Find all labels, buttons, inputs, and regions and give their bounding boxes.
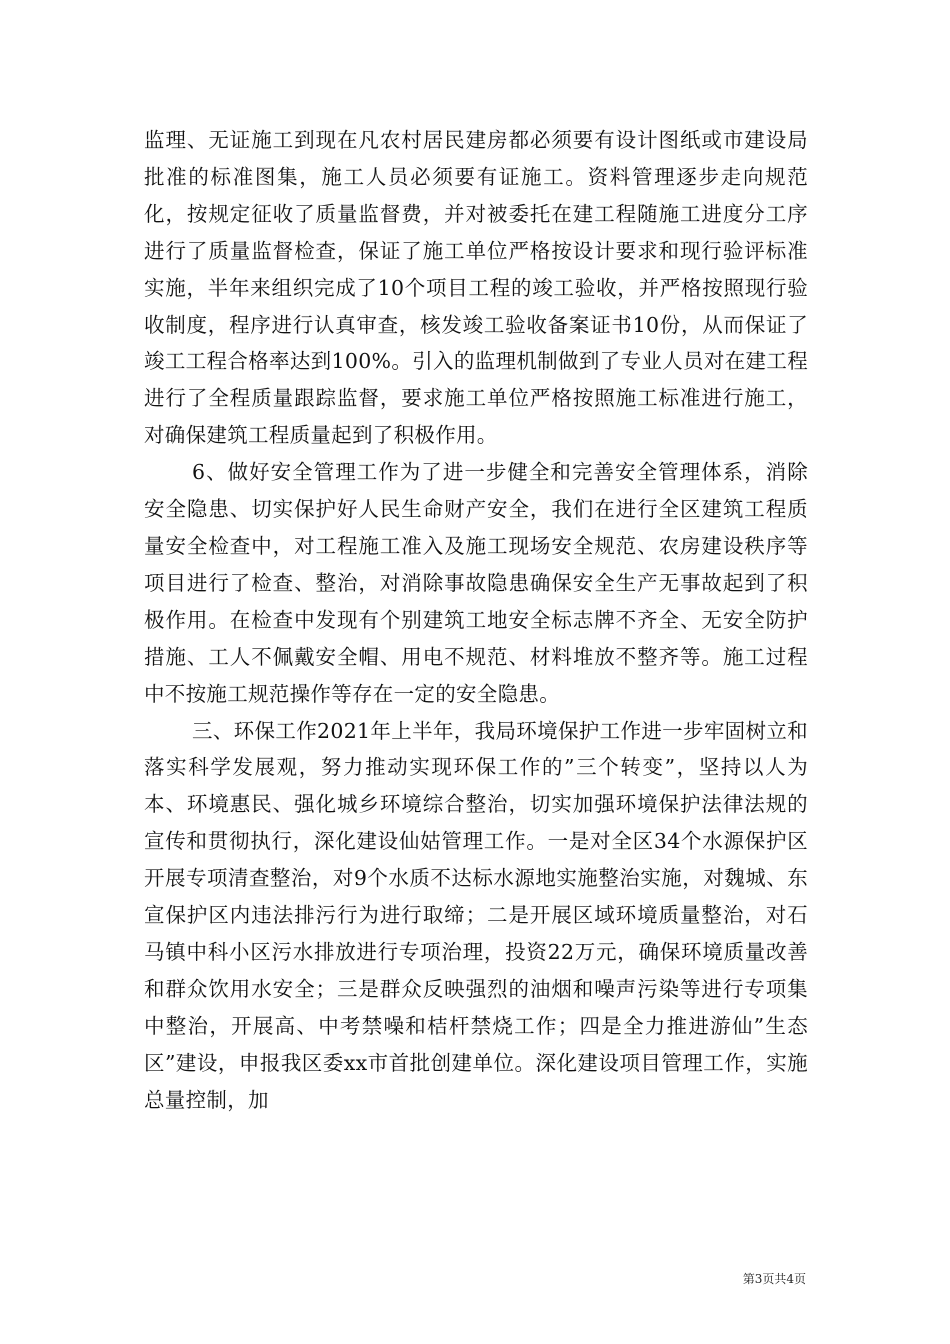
paragraph-environmental-protection: 三、环保工作2021年上半年，我局环境保护工作进一步牢固树立和落实科学发展观，努力推动实现环保工作的”三个转变”，坚持以人为本、环境惠民、强化城乡环境综合整治，切实加强环境保护法律法规的宣传和贯彻执行，深化建设仙姑管理工作。一是对全区34个水源保护区开展专项清查整治，对9个水质不达标水源地实施整治实施，对魏城、东宣保护区内违法排污行为进行取缔；二是开展区域环境质量整治，对石马镇中科小区污水排放进行专项治理，投资22万元，确保环境质量改善和群众饮用水安全；三是群众反映强烈的油烟和噪声污染等进行专项集中整治，开展高、中考禁噪和桔杆禁烧工作；四是全力推进游仙”生态区”建设，申报我区委xx市首批创建单位。深化建设项目管理工作，实施总量控制，加 (144, 718, 808, 1112)
document-body (144, 122, 808, 1118)
paragraph-supervision: 监理、无证施工到现在凡农村居民建房都必须要有设计图纸或市建设局批准的标准图集，施工人员必须要有证施工。资料管理逐步走向规范化，按规定征收了质量监督费，并对被委托在建工程随施工进度分工序进行了质量监督检查，保证了施工单位严格按设计要求和现行验评标准实施，半年来组织完成了10个项目工程的竣工验收，并严格按照现行验收制度，程序进行认真审查，核发竣工验收备案证书10份，从而保证了竣工工程合格率达到100%。引入的监理机制做到了专业人员对在建工程进行了全程质量跟踪监督，要求施工单位严格按照施工标准进行施工，对确保建筑工程质量起到了积极作用。 (144, 128, 808, 448)
page-number-footer: 第3页共4页 (742, 1272, 806, 1286)
paragraph-safety-management: 6、做好安全管理工作为了进一步健全和完善安全管理体系，消除安全隐患、切实保护好人民生命财产安全，我们在进行全区建筑工程质量安全检查中，对工程施工准入及施工现场安全规范、农房建设秩序等项目进行了检查、整治，对消除事故隐患确保安全生产无事故起到了积极作用。在检查中发现有个别建筑工地安全标志牌不齐全、无安全防护措施、工人不佩戴安全帽、用电不规范、材料堆放不整齐等。施工过程中不按施工规范操作等存在一定的安全隐患。 (144, 460, 808, 706)
